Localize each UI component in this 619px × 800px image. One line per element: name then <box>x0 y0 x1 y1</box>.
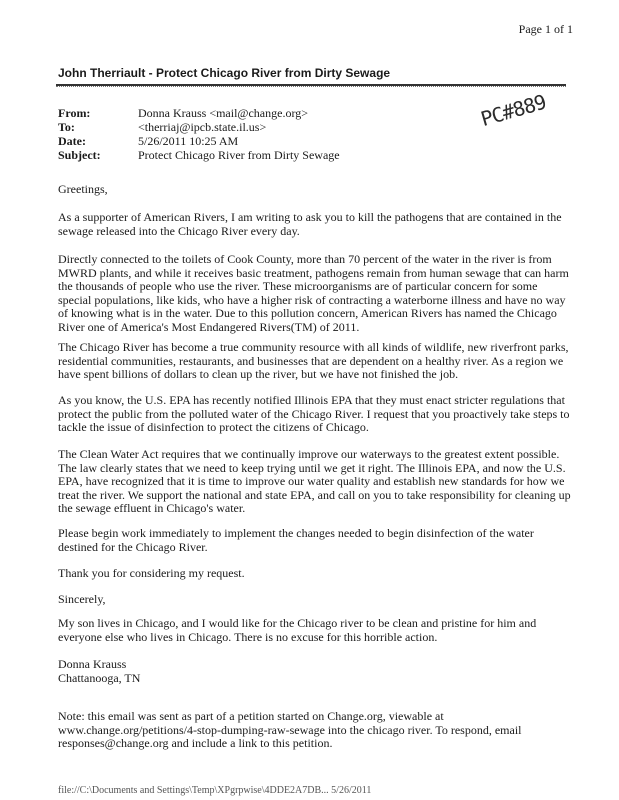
paragraph-1: As a supporter of American Rivers, I am writing to ask you to kill the pathogens that are contained in the sewage released into the Chicago River every day. <box>58 210 562 238</box>
header-label: Subject: <box>58 148 101 162</box>
page-number: Page 1 of 1 <box>518 22 573 36</box>
signature-location: Chattanooga, TN <box>58 671 141 685</box>
header-value: Donna Krauss <mail@change.org> <box>138 106 308 120</box>
header-label: To: <box>58 120 75 134</box>
header-to <box>58 120 266 134</box>
greeting: Greetings, <box>58 182 108 196</box>
paragraph-7: Thank you for considering my request. <box>58 566 245 580</box>
handwritten-stamp: PC#889 <box>478 89 549 132</box>
email-title: John Therriault - Protect Chicago River from Dirty Sewage <box>58 66 391 80</box>
paragraph-3: The Chicago River has become a true community resource with all kinds of wildlife, new riverfront parks, residential communities, restaurants, and businesses that are dependent on a healthy river. As a region we have spent billions of dollars to clean up the river, but we have not finished the job. <box>58 340 569 382</box>
header-label: From: <box>58 106 91 120</box>
paragraph-5: The Clean Water Act requires that we continually improve our waterways to the greatest extent possible. The law clearly states that we need to keep trying until we get it right. The Illinois EPA, and now the U.S. EPA, have recognized that it is time to improve our water quality and establish new standards for how we treat the river. We support the national and state EPA, and call on you to take responsibility for cleaning up the sewage effluent in Chicago's water. <box>58 447 571 516</box>
paragraph-2: Directly connected to the toilets of Cook County, more than 70 percent of the water in the river is from MWRD plants, and while it receives basic treatment, pathogens remain from human sewage that can harm the thousands of people who use the river. These microorganisms are of particular concern for some special populations, like kids, who have a higher risk of contracting a waterborne illness and have no way of knowing what is in the water. Due to this pollution concern, American Rivers has named the Chicago River one of America's Most Endangered Rivers(TM) of 2011. <box>58 252 569 334</box>
paragraph-8: My son lives in Chicago, and I would like for the Chicago river to be clean and pristine for him and everyone else who lives in Chicago. There is no excuse for this horrible action. <box>58 616 537 644</box>
header-value: Protect Chicago River from Dirty Sewage <box>138 148 340 162</box>
signature-name: Donna Krauss <box>58 657 127 671</box>
title-divider <box>56 84 566 87</box>
header-value: 5/26/2011 10:25 AM <box>138 134 239 148</box>
petition-note: Note: this email was sent as part of a petition started on Change.org, viewable at www.change.org/petitions/4-stop-dumping-raw-sewage into the chicago river. To respond, email responses@change.org and include a link to this petition. <box>58 709 522 751</box>
header-from <box>58 106 308 120</box>
paragraph-6: Please begin work immediately to implement the changes needed to begin disinfection of the water destined for the Chicago River. <box>58 526 534 554</box>
closing: Sincerely, <box>58 592 106 606</box>
header-date <box>58 134 238 148</box>
footer-path: file://C:\Documents and Settings\Temp\XPgrpwise\4DDE2A7DB... 5/26/2011 <box>58 785 372 796</box>
paragraph-4: As you know, the U.S. EPA has recently notified Illinois EPA that they must enact stricter regulations that protect the public from the polluted water of the Chicago River. I request that you proactively take steps to tackle the issue of disinfection to protect the citizens of Chicago. <box>58 393 570 435</box>
header-value: <therriaj@ipcb.state.il.us> <box>138 120 267 134</box>
header-label: Date: <box>58 134 86 148</box>
header-subject <box>58 148 340 162</box>
